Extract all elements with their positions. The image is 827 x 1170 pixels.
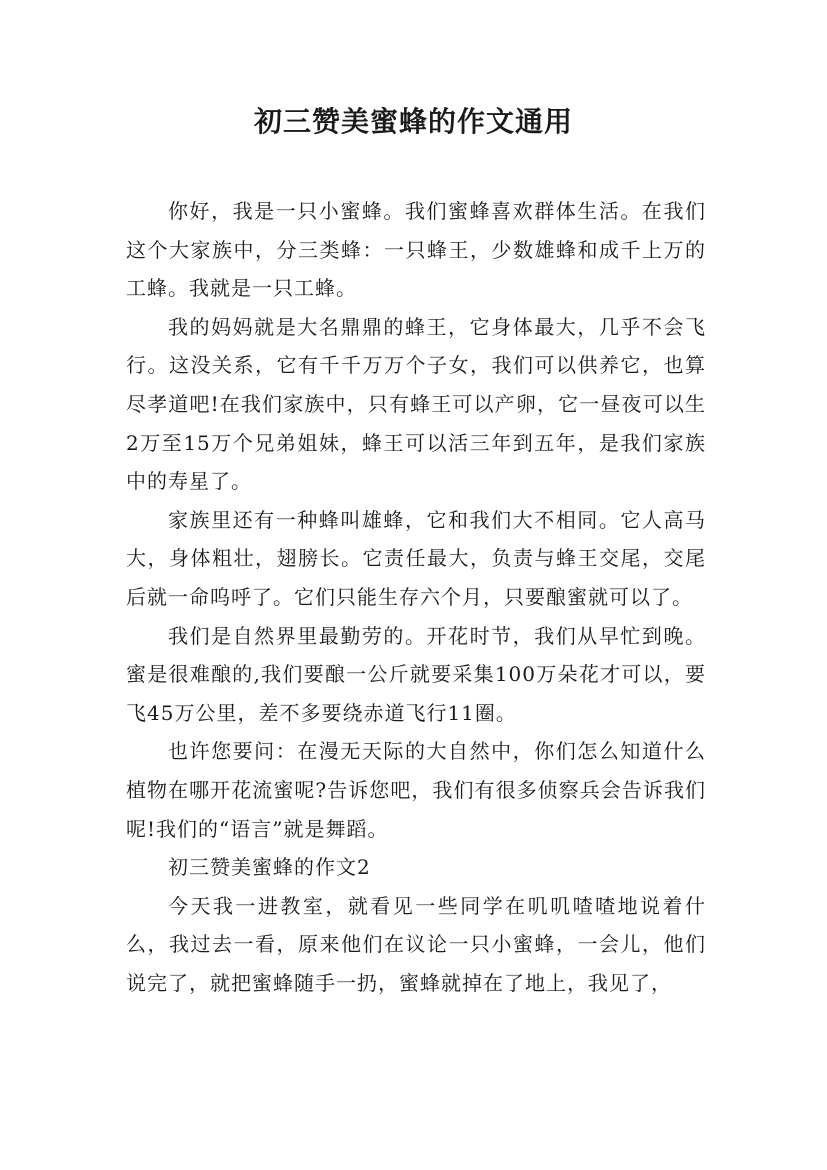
paragraph: 今天我一进教室，就看见一些同学在叽叽喳喳地说着什么，我过去一看，原来他们在议论一只小蜜蜂，一会儿，他们说完了，就把蜜蜂随手一扔，蜜蜂就掉在了地上，我见了，	[126, 893, 706, 995]
document-title: 初三赞美蜜蜂的作文通用	[253, 105, 573, 138]
paragraph: 我的妈妈就是大名鼎鼎的蜂王，它身体最大，几乎不会飞行。这没关系，它有千千万万个子女，我们可以供养它，也算尽孝道吧!在我们家族中，只有蜂王可以产卵，它一昼夜可以生2万至15万个兄弟姐妹，蜂王可以活三年到五年，是我们家族中的寿星了。	[126, 314, 706, 494]
section-heading: 初三赞美蜜蜂的作文2	[168, 855, 371, 880]
paragraph: 家族里还有一种蜂叫雄蜂，它和我们大不相同。它人高马大，身体粗壮，翅膀长。它责任最大，负责与蜂王交尾，交尾后就一命呜呼了。它们只能生存六个月，只要酿蜜就可以了。	[126, 507, 706, 609]
paragraph: 也许您要问：在漫无天际的大自然中，你们怎么知道什么植物在哪开花流蜜呢?告诉您吧，我们有很多侦察兵会告诉我们呢!我们的“语言”就是舞蹈。	[126, 739, 706, 841]
paragraph: 我们是自然界里最勤劳的。开花时节，我们从早忙到晚。蜜是很难酿的,我们要酿一公斤就要采集100万朵花才可以，要飞45万公里，差不多要绕赤道飞行11圈。	[126, 623, 706, 725]
paragraph: 你好，我是一只小蜜蜂。我们蜜蜂喜欢群体生活。在我们这个大家族中，分三类蜂：一只蜂王，少数雄蜂和成千上万的工蜂。我就是一只工蜂。	[126, 199, 706, 301]
document-body	[126, 192, 706, 1002]
